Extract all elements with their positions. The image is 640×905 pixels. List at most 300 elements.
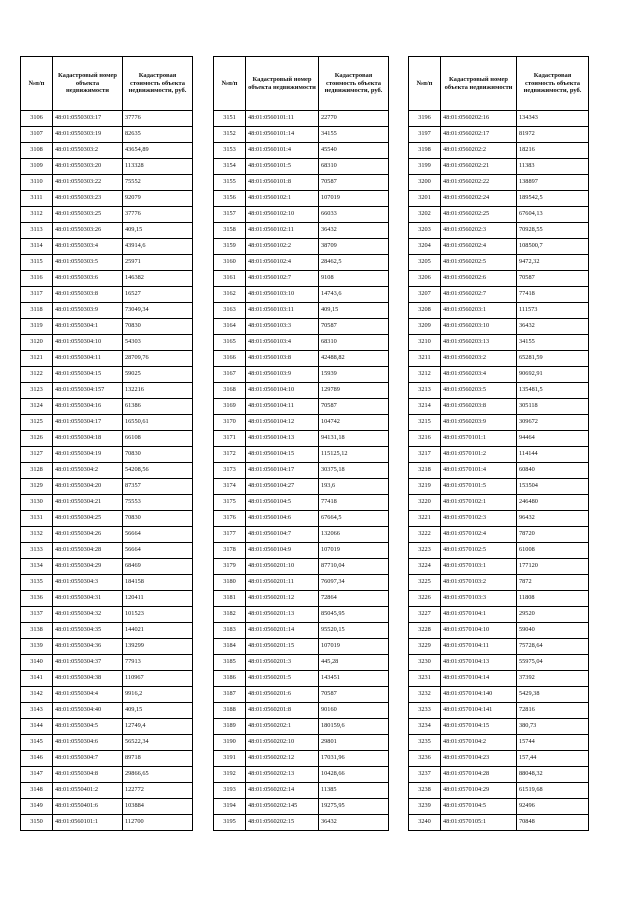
header-number: №п/п bbox=[214, 57, 246, 111]
table-row bbox=[21, 591, 193, 607]
cadastral-value: 67664,5 bbox=[319, 511, 389, 527]
cadastral-number: 48:01:0570103:2 bbox=[441, 575, 517, 591]
table-row bbox=[214, 623, 389, 639]
cadastral-value: 68310 bbox=[319, 159, 389, 175]
cadastral-value: 153504 bbox=[517, 479, 589, 495]
cadastral-value: 29520 bbox=[517, 607, 589, 623]
row-number: 3227 bbox=[409, 607, 441, 623]
cadastral-number: 48:01:0560202:1 bbox=[246, 719, 319, 735]
table-row bbox=[214, 511, 389, 527]
cadastral-value: 29801 bbox=[319, 735, 389, 751]
table-row bbox=[409, 815, 589, 831]
cadastral-number: 48:01:0560104:15 bbox=[246, 447, 319, 463]
cadastral-number: 48:01:0560203:8 bbox=[441, 399, 517, 415]
cadastral-number: 48:01:0550304:36 bbox=[53, 639, 123, 655]
row-number: 3232 bbox=[409, 687, 441, 703]
row-number: 3110 bbox=[21, 175, 53, 191]
header-cadastral-number: Кадастровый номер объекта недвижимости bbox=[53, 57, 123, 111]
row-number: 3222 bbox=[409, 527, 441, 543]
cadastral-value: 94464 bbox=[517, 431, 589, 447]
cadastral-table bbox=[408, 56, 589, 831]
table-row bbox=[409, 559, 589, 575]
cadastral-value: 90160 bbox=[319, 703, 389, 719]
row-number: 3149 bbox=[21, 799, 53, 815]
cadastral-number: 48:01:0560101:5 bbox=[246, 159, 319, 175]
cadastral-value: 409,15 bbox=[123, 703, 193, 719]
cadastral-table bbox=[213, 56, 389, 831]
cadastral-number: 48:01:0570104:5 bbox=[441, 799, 517, 815]
table-header-row bbox=[409, 57, 589, 111]
row-number: 3171 bbox=[214, 431, 246, 447]
cadastral-value: 94131,18 bbox=[319, 431, 389, 447]
cadastral-value: 129789 bbox=[319, 383, 389, 399]
row-number: 3219 bbox=[409, 479, 441, 495]
row-number: 3224 bbox=[409, 559, 441, 575]
cadastral-table bbox=[20, 56, 193, 831]
cadastral-value: 5429,38 bbox=[517, 687, 589, 703]
row-number: 3174 bbox=[214, 479, 246, 495]
cadastral-value: 380,73 bbox=[517, 719, 589, 735]
cadastral-value: 78720 bbox=[517, 527, 589, 543]
cadastral-value: 111573 bbox=[517, 303, 589, 319]
row-number: 3161 bbox=[214, 271, 246, 287]
row-number: 3119 bbox=[21, 319, 53, 335]
cadastral-value: 37776 bbox=[123, 207, 193, 223]
table-row bbox=[21, 255, 193, 271]
cadastral-number: 48:01:0550304:32 bbox=[53, 607, 123, 623]
cadastral-value: 85045,95 bbox=[319, 607, 389, 623]
table-row bbox=[214, 703, 389, 719]
table-row bbox=[214, 351, 389, 367]
cadastral-value: 122772 bbox=[123, 783, 193, 799]
table-row bbox=[409, 767, 589, 783]
table-row bbox=[214, 527, 389, 543]
table-header-row bbox=[21, 57, 193, 111]
cadastral-value: 70587 bbox=[319, 399, 389, 415]
cadastral-value: 95520,15 bbox=[319, 623, 389, 639]
cadastral-value: 16550,61 bbox=[123, 415, 193, 431]
cadastral-number: 48:01:0560102:1 bbox=[246, 191, 319, 207]
cadastral-value: 70587 bbox=[517, 271, 589, 287]
table-row bbox=[214, 687, 389, 703]
row-number: 3237 bbox=[409, 767, 441, 783]
row-number: 3107 bbox=[21, 127, 53, 143]
row-number: 3143 bbox=[21, 703, 53, 719]
row-number: 3112 bbox=[21, 207, 53, 223]
cadastral-value: 56664 bbox=[123, 527, 193, 543]
table-row bbox=[21, 159, 193, 175]
cadastral-value: 36432 bbox=[517, 319, 589, 335]
cadastral-value: 189542,5 bbox=[517, 191, 589, 207]
table-row bbox=[21, 671, 193, 687]
cadastral-number: 48:01:0560103:3 bbox=[246, 319, 319, 335]
cadastral-value: 15744 bbox=[517, 735, 589, 751]
cadastral-value: 107019 bbox=[319, 543, 389, 559]
table-row bbox=[21, 527, 193, 543]
cadastral-value: 10428,66 bbox=[319, 767, 389, 783]
cadastral-value: 65281,59 bbox=[517, 351, 589, 367]
cadastral-number: 48:01:0560102:10 bbox=[246, 207, 319, 223]
cadastral-value: 55975,04 bbox=[517, 655, 589, 671]
table-row bbox=[214, 767, 389, 783]
cadastral-number: 48:01:0560202:24 bbox=[441, 191, 517, 207]
table-row bbox=[409, 799, 589, 815]
row-number: 3223 bbox=[409, 543, 441, 559]
cadastral-number: 48:01:0550304:31 bbox=[53, 591, 123, 607]
cadastral-number: 48:01:0560202:21 bbox=[441, 159, 517, 175]
cadastral-number: 48:01:0560202:10 bbox=[246, 735, 319, 751]
row-number: 3182 bbox=[214, 607, 246, 623]
cadastral-number: 48:01:0550304:3 bbox=[53, 575, 123, 591]
cadastral-number: 48:01:0560202:6 bbox=[441, 271, 517, 287]
cadastral-value: 70848 bbox=[517, 815, 589, 831]
cadastral-value: 108500,7 bbox=[517, 239, 589, 255]
cadastral-number: 48:01:0550304:20 bbox=[53, 479, 123, 495]
cadastral-value: 77913 bbox=[123, 655, 193, 671]
cadastral-value: 66033 bbox=[319, 207, 389, 223]
cadastral-number: 48:01:0560201:13 bbox=[246, 607, 319, 623]
table-row bbox=[21, 239, 193, 255]
row-number: 3186 bbox=[214, 671, 246, 687]
row-number: 3135 bbox=[21, 575, 53, 591]
table-row bbox=[214, 415, 389, 431]
cadastral-number: 48:01:0550303:4 bbox=[53, 239, 123, 255]
cadastral-number: 48:01:0550304:21 bbox=[53, 495, 123, 511]
cadastral-value: 38709 bbox=[319, 239, 389, 255]
cadastral-number: 48:01:0560202:2 bbox=[441, 143, 517, 159]
row-number: 3188 bbox=[214, 703, 246, 719]
cadastral-value: 36432 bbox=[319, 815, 389, 831]
cadastral-number: 48:01:0560202:7 bbox=[441, 287, 517, 303]
table-row bbox=[214, 799, 389, 815]
cadastral-value: 70587 bbox=[319, 687, 389, 703]
cadastral-value: 37392 bbox=[517, 671, 589, 687]
cadastral-value: 139299 bbox=[123, 639, 193, 655]
table-row bbox=[409, 303, 589, 319]
cadastral-number: 48:01:0560104:11 bbox=[246, 399, 319, 415]
cadastral-number: 48:01:0550303:8 bbox=[53, 287, 123, 303]
cadastral-number: 48:01:0570102:1 bbox=[441, 495, 517, 511]
table-row bbox=[409, 127, 589, 143]
cadastral-number: 48:01:0550304:37 bbox=[53, 655, 123, 671]
cadastral-number: 48:01:0570103:3 bbox=[441, 591, 517, 607]
table-row bbox=[21, 767, 193, 783]
table-row bbox=[21, 463, 193, 479]
cadastral-number: 48:01:0560203:4 bbox=[441, 367, 517, 383]
cadastral-value: 9472,32 bbox=[517, 255, 589, 271]
row-number: 3226 bbox=[409, 591, 441, 607]
row-number: 3111 bbox=[21, 191, 53, 207]
table-row bbox=[214, 671, 389, 687]
cadastral-value: 134343 bbox=[517, 111, 589, 127]
cadastral-value: 56522,34 bbox=[123, 735, 193, 751]
cadastral-value: 103884 bbox=[123, 799, 193, 815]
cadastral-number: 48:01:0550303:17 bbox=[53, 111, 123, 127]
table-row bbox=[214, 367, 389, 383]
table-row bbox=[21, 511, 193, 527]
cadastral-number: 48:01:0560201:6 bbox=[246, 687, 319, 703]
cadastral-value: 445,28 bbox=[319, 655, 389, 671]
row-number: 3152 bbox=[214, 127, 246, 143]
table-row bbox=[21, 799, 193, 815]
cadastral-number: 48:01:0570104:141 bbox=[441, 703, 517, 719]
cadastral-value: 37776 bbox=[123, 111, 193, 127]
table-row bbox=[21, 447, 193, 463]
cadastral-value: 43654,89 bbox=[123, 143, 193, 159]
table-row bbox=[409, 639, 589, 655]
cadastral-number: 48:01:0550304:6 bbox=[53, 735, 123, 751]
table-row bbox=[409, 719, 589, 735]
cadastral-number: 48:01:0570104:29 bbox=[441, 783, 517, 799]
row-number: 3168 bbox=[214, 383, 246, 399]
table-row bbox=[214, 783, 389, 799]
cadastral-value: 409,15 bbox=[123, 223, 193, 239]
row-number: 3183 bbox=[214, 623, 246, 639]
table-row bbox=[409, 623, 589, 639]
cadastral-number: 48:01:0560104:7 bbox=[246, 527, 319, 543]
table-row bbox=[214, 543, 389, 559]
cadastral-value: 70830 bbox=[123, 319, 193, 335]
cadastral-value: 101523 bbox=[123, 607, 193, 623]
row-number: 3121 bbox=[21, 351, 53, 367]
cadastral-value: 73049,34 bbox=[123, 303, 193, 319]
table-row bbox=[409, 335, 589, 351]
row-number: 3172 bbox=[214, 447, 246, 463]
cadastral-value: 29866,65 bbox=[123, 767, 193, 783]
cadastral-value: 92496 bbox=[517, 799, 589, 815]
cadastral-number: 48:01:0560202:12 bbox=[246, 751, 319, 767]
cadastral-number: 48:01:0570104:1 bbox=[441, 607, 517, 623]
table-row bbox=[21, 719, 193, 735]
table-row bbox=[21, 415, 193, 431]
cadastral-number: 48:01:0550304:2 bbox=[53, 463, 123, 479]
row-number: 3133 bbox=[21, 543, 53, 559]
cadastral-value: 92079 bbox=[123, 191, 193, 207]
cadastral-number: 48:01:0560102:7 bbox=[246, 271, 319, 287]
row-number: 3209 bbox=[409, 319, 441, 335]
cadastral-value: 67604,13 bbox=[517, 207, 589, 223]
cadastral-number: 48:01:0550304:29 bbox=[53, 559, 123, 575]
cadastral-number: 48:01:0560201:8 bbox=[246, 703, 319, 719]
cadastral-value: 70830 bbox=[123, 447, 193, 463]
cadastral-number: 48:01:0550304:19 bbox=[53, 447, 123, 463]
header-cadastral-number: Кадастровый номер объекта недвижимости bbox=[441, 57, 517, 111]
row-number: 3215 bbox=[409, 415, 441, 431]
row-number: 3134 bbox=[21, 559, 53, 575]
cadastral-value: 34155 bbox=[517, 335, 589, 351]
row-number: 3147 bbox=[21, 767, 53, 783]
table-row bbox=[409, 463, 589, 479]
table-row bbox=[214, 447, 389, 463]
row-number: 3118 bbox=[21, 303, 53, 319]
cadastral-number: 48:01:0550304:35 bbox=[53, 623, 123, 639]
row-number: 3236 bbox=[409, 751, 441, 767]
table-row bbox=[409, 111, 589, 127]
table-row bbox=[214, 719, 389, 735]
row-number: 3204 bbox=[409, 239, 441, 255]
cadastral-value: 75552 bbox=[123, 175, 193, 191]
table-row bbox=[21, 303, 193, 319]
cadastral-table-column-2 bbox=[213, 56, 389, 831]
table-row bbox=[21, 575, 193, 591]
cadastral-number: 48:01:0550401:2 bbox=[53, 783, 123, 799]
table-row bbox=[214, 479, 389, 495]
row-number: 3113 bbox=[21, 223, 53, 239]
row-number: 3106 bbox=[21, 111, 53, 127]
cadastral-number: 48:01:0560202:14 bbox=[246, 783, 319, 799]
table-row bbox=[214, 175, 389, 191]
table-row bbox=[21, 751, 193, 767]
row-number: 3179 bbox=[214, 559, 246, 575]
table-row bbox=[409, 143, 589, 159]
cadastral-value: 77418 bbox=[319, 495, 389, 511]
table-row bbox=[409, 431, 589, 447]
cadastral-number: 48:01:0550304:8 bbox=[53, 767, 123, 783]
table-row bbox=[214, 431, 389, 447]
cadastral-value: 114144 bbox=[517, 447, 589, 463]
cadastral-number: 48:01:0550303:6 bbox=[53, 271, 123, 287]
cadastral-value: 45540 bbox=[319, 143, 389, 159]
row-number: 3137 bbox=[21, 607, 53, 623]
row-number: 3230 bbox=[409, 655, 441, 671]
row-number: 3125 bbox=[21, 415, 53, 431]
cadastral-number: 48:01:0560202:145 bbox=[246, 799, 319, 815]
cadastral-value: 22770 bbox=[319, 111, 389, 127]
cadastral-number: 48:01:0560103:9 bbox=[246, 367, 319, 383]
row-number: 3156 bbox=[214, 191, 246, 207]
cadastral-number: 48:01:0550303:20 bbox=[53, 159, 123, 175]
cadastral-value: 81972 bbox=[517, 127, 589, 143]
table-row bbox=[409, 255, 589, 271]
cadastral-value: 135481,5 bbox=[517, 383, 589, 399]
cadastral-value: 138897 bbox=[517, 175, 589, 191]
table-row bbox=[409, 271, 589, 287]
cadastral-number: 48:01:0570105:1 bbox=[441, 815, 517, 831]
table-row bbox=[409, 399, 589, 415]
cadastral-number: 48:01:0550304:15 bbox=[53, 367, 123, 383]
cadastral-number: 48:01:0550304:16 bbox=[53, 399, 123, 415]
cadastral-number: 48:01:0550304:7 bbox=[53, 751, 123, 767]
table-row bbox=[409, 751, 589, 767]
cadastral-number: 48:01:0560203:2 bbox=[441, 351, 517, 367]
cadastral-value: 16527 bbox=[123, 287, 193, 303]
row-number: 3206 bbox=[409, 271, 441, 287]
cadastral-value: 107019 bbox=[319, 191, 389, 207]
cadastral-number: 48:01:0560202:17 bbox=[441, 127, 517, 143]
table-row bbox=[21, 383, 193, 399]
table-row bbox=[214, 399, 389, 415]
row-number: 3117 bbox=[21, 287, 53, 303]
cadastral-value: 87710,04 bbox=[319, 559, 389, 575]
table-row bbox=[21, 639, 193, 655]
cadastral-number: 48:01:0550304:38 bbox=[53, 671, 123, 687]
table-row bbox=[214, 319, 389, 335]
cadastral-number: 48:01:0570102:4 bbox=[441, 527, 517, 543]
table-row bbox=[214, 127, 389, 143]
table-row bbox=[21, 335, 193, 351]
row-number: 3203 bbox=[409, 223, 441, 239]
row-number: 3221 bbox=[409, 511, 441, 527]
row-number: 3234 bbox=[409, 719, 441, 735]
table-row bbox=[214, 575, 389, 591]
row-number: 3190 bbox=[214, 735, 246, 751]
cadastral-number: 48:01:0550303:9 bbox=[53, 303, 123, 319]
cadastral-number: 48:01:0550303:19 bbox=[53, 127, 123, 143]
row-number: 3216 bbox=[409, 431, 441, 447]
cadastral-value: 59025 bbox=[123, 367, 193, 383]
table-row bbox=[214, 143, 389, 159]
cadastral-number: 48:01:0560202:16 bbox=[441, 111, 517, 127]
row-number: 3229 bbox=[409, 639, 441, 655]
cadastral-value: 70587 bbox=[319, 319, 389, 335]
row-number: 3187 bbox=[214, 687, 246, 703]
cadastral-value: 12749,4 bbox=[123, 719, 193, 735]
cadastral-number: 48:01:0560103:4 bbox=[246, 335, 319, 351]
cadastral-value: 9916,2 bbox=[123, 687, 193, 703]
row-number: 3158 bbox=[214, 223, 246, 239]
row-number: 3130 bbox=[21, 495, 53, 511]
table-row bbox=[409, 383, 589, 399]
cadastral-number: 48:01:0570102:5 bbox=[441, 543, 517, 559]
table-row bbox=[214, 255, 389, 271]
cadastral-number: 48:01:0570102:3 bbox=[441, 511, 517, 527]
table-row bbox=[214, 735, 389, 751]
row-number: 3155 bbox=[214, 175, 246, 191]
row-number: 3199 bbox=[409, 159, 441, 175]
cadastral-number: 48:01:0560203:10 bbox=[441, 319, 517, 335]
cadastral-number: 48:01:0560203:5 bbox=[441, 383, 517, 399]
row-number: 3157 bbox=[214, 207, 246, 223]
cadastral-value: 113328 bbox=[123, 159, 193, 175]
row-number: 3218 bbox=[409, 463, 441, 479]
row-number: 3109 bbox=[21, 159, 53, 175]
cadastral-number: 48:01:0560201:12 bbox=[246, 591, 319, 607]
table-row bbox=[21, 351, 193, 367]
table-row bbox=[214, 591, 389, 607]
table-row bbox=[409, 671, 589, 687]
cadastral-value: 54208,56 bbox=[123, 463, 193, 479]
table-row bbox=[409, 575, 589, 591]
cadastral-number: 48:01:0560104:12 bbox=[246, 415, 319, 431]
row-number: 3194 bbox=[214, 799, 246, 815]
cadastral-number: 48:01:0560201:11 bbox=[246, 575, 319, 591]
cadastral-value: 177120 bbox=[517, 559, 589, 575]
cadastral-value: 72864 bbox=[319, 591, 389, 607]
cadastral-value: 96432 bbox=[517, 511, 589, 527]
table-row bbox=[214, 751, 389, 767]
row-number: 3132 bbox=[21, 527, 53, 543]
table-row bbox=[214, 559, 389, 575]
table-header-row bbox=[214, 57, 389, 111]
row-number: 3150 bbox=[21, 815, 53, 831]
row-number: 3163 bbox=[214, 303, 246, 319]
row-number: 3139 bbox=[21, 639, 53, 655]
table-row bbox=[214, 815, 389, 831]
table-row bbox=[409, 207, 589, 223]
table-row bbox=[21, 703, 193, 719]
cadastral-value: 30375,18 bbox=[319, 463, 389, 479]
cadastral-number: 48:01:0550304:1 bbox=[53, 319, 123, 335]
table-row bbox=[409, 687, 589, 703]
cadastral-number: 48:01:0560102:4 bbox=[246, 255, 319, 271]
row-number: 3181 bbox=[214, 591, 246, 607]
cadastral-value: 77418 bbox=[517, 287, 589, 303]
cadastral-value: 246480 bbox=[517, 495, 589, 511]
cadastral-value: 75553 bbox=[123, 495, 193, 511]
cadastral-number: 48:01:0570101:1 bbox=[441, 431, 517, 447]
row-number: 3114 bbox=[21, 239, 53, 255]
cadastral-number: 48:01:0560201:10 bbox=[246, 559, 319, 575]
